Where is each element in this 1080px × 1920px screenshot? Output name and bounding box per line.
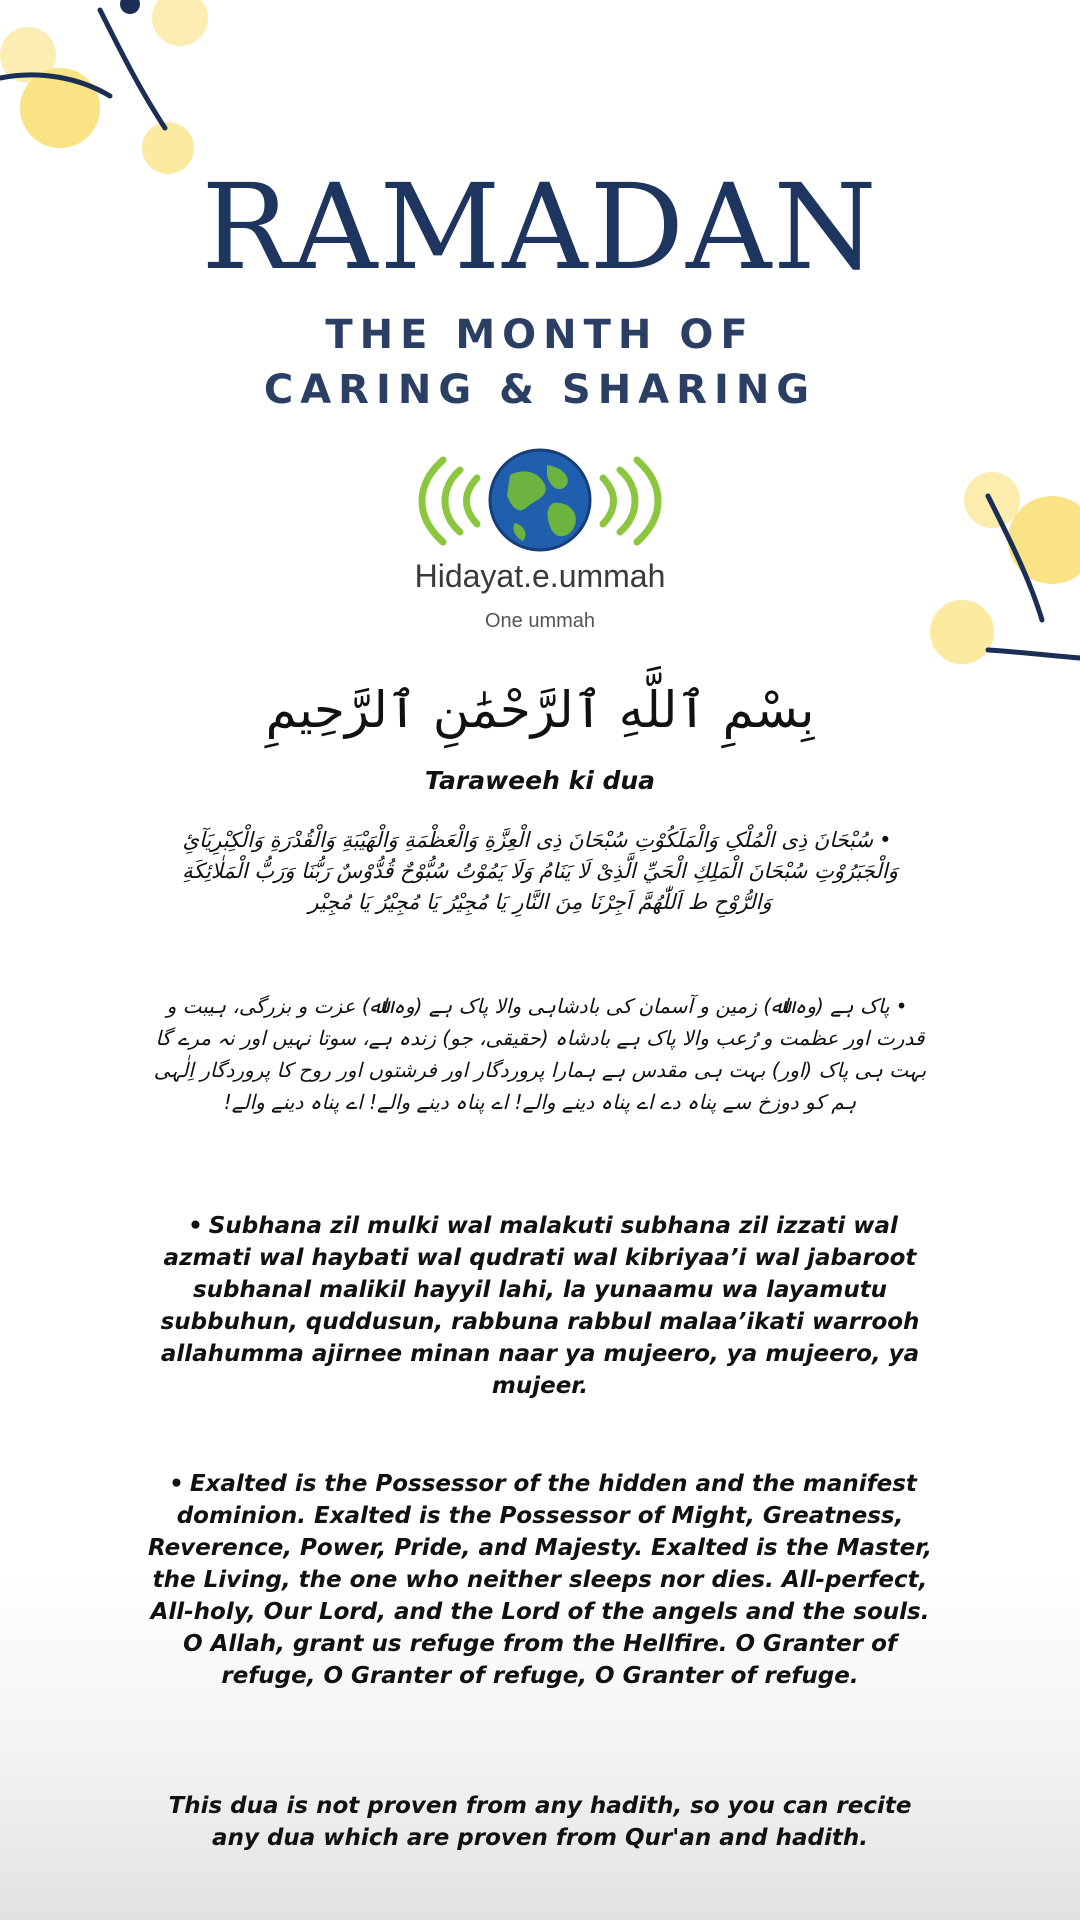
dua-heading: Taraweeh ki dua xyxy=(424,766,656,795)
arabic-dua-paragraph xyxy=(150,825,930,918)
bullet-icon: • xyxy=(895,994,908,1018)
page-title: RAMADAN xyxy=(201,158,879,296)
bullet-icon: • xyxy=(188,1213,203,1239)
english-translation-text: Exalted is the Possessor of the hidden and the manifest dominion. Exalted is the Possessor of Might, Greatness, Reverence, Power, Pride, and Majesty. Exalted is the Master, the Living, the one who neither sleeps nor dies. All-perfect, All-holy, Our Lord, and the Lord of the angels and the souls. O Allah, grant us refuge from the Hellfire. O Granter of refuge, O Granter of refuge, O Granter of refuge. xyxy=(148,1471,932,1689)
brand-tagline: One ummah xyxy=(484,610,596,632)
bismillah-calligraphy: بِسْمِ ٱللَّهِ ٱلرَّحْمَٰنِ ٱلرَّحِيمِ xyxy=(265,681,815,739)
arabic-dua-text: سُبْحَانَ ذِی الْمُلْکِ وَالْمَلَكُوْتِ سُبْحَانَ ذِی الْعِزَّةِ وَالْعَظْمَةِ وَالْهَيْبَةِ وَالْقُدْرَةِ وَالْكِبْرِيَآئِ وَالْجَبَرُوْتِ سُبْحَانَ الْمَلِكِ الْحَيِّ الَّذِیْ لَا يَنَامُ وَلَا يَمُوْتُ سُبُّوْحٌ قُدُّوْسٌ رَبُّنَا وَرَبُّ الْمَلٰائِكَةِ وَالرُّوْحِ ط اَللّٰهُمَّ اَجِرْنَا مِنَ النَّارِ يَا مُجِيْرُ يَا مُجِيْرُ يَا مُجِيْر xyxy=(182,828,898,914)
globe-with-signal-waves-icon xyxy=(415,445,665,555)
urdu-translation-text: پاک ہے (وہ اﷲ) زمین و آسمان کی بادشاہی والا پاک ہے (وہ اﷲ) عزت و بزرگی، ہیبت و قدرت اور عظمت و رُعب والا پاک ہے بادشاہ (حقیقی، جو) زندہ ہے، سوتا نہیں اور نہ مرے گا بہت ہی پاک (اور) بہت ہی مقدس ہے ہمارا پروردگار اور فرشتوں اور روح کا پروردگار اِلٰہی ہم کو دوزخ سے پناہ دے اے پناہ دینے والے! اے پناہ دینے والے! اے پناہ دینے والے! xyxy=(153,994,927,1114)
brand-name: Hidayat.e.ummah xyxy=(414,558,666,594)
subtitle-line-2: CARING & SHARING xyxy=(263,367,817,413)
english-translation-paragraph xyxy=(145,1468,935,1692)
transliteration-paragraph xyxy=(145,1210,935,1402)
transliteration-text: Subhana zil mulki wal malakuti subhana zil izzati wal azmati wal haybati wal qudrati wal kibriyaa’i wal jabaroot subhanal malikil hayyil lahi, la yunaamu wa layamutu subbuhun, quddusun, rabbuna rabbul malaa’ikati warrooh allahumma ajirnee minan naar ya mujeero, ya mujeero, ya mujeer. xyxy=(160,1213,920,1399)
bullet-icon: • xyxy=(169,1471,184,1497)
subtitle-line-1: THE MONTH OF xyxy=(325,312,755,358)
bullet-icon: • xyxy=(879,828,892,852)
urdu-translation-paragraph xyxy=(150,990,930,1118)
hadith-note: This dua is not proven from any hadith, so you can recite any dua which are proven from Qur'an and hadith. xyxy=(168,1793,912,1851)
